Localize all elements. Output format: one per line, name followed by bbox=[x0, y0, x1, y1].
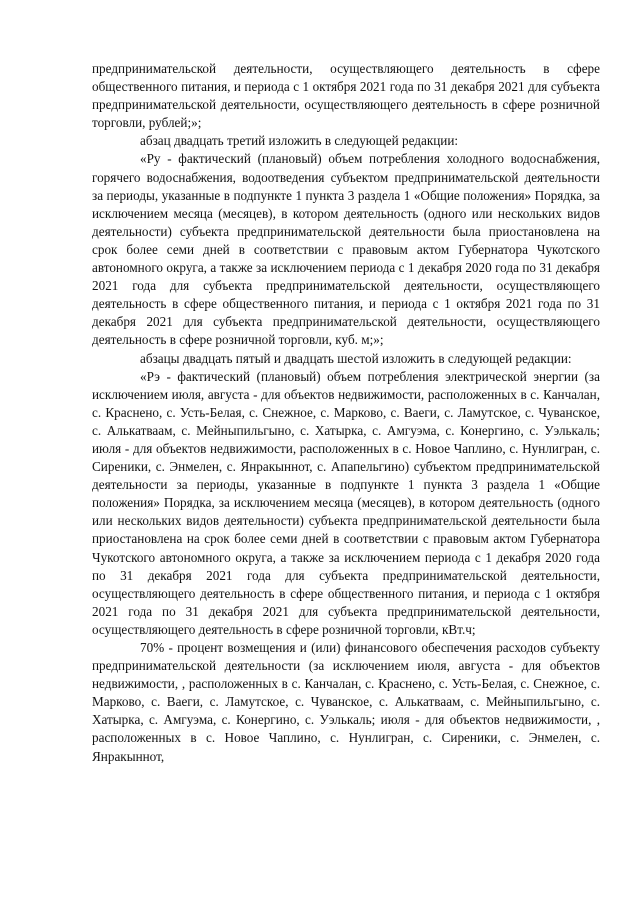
paragraph-1: предпринимательской деятельности, осуществляющего деятельность в сфере общественного питания, и периода с 1 октября 2021 года по 31 декабря 2021 для субъекта предпринимательской деятельности, осуществляющего деятельность в сфере розничной торговли, рублей;»; bbox=[92, 61, 600, 131]
paragraph-3: «Ру - фактический (плановый) объем потребления холодного водоснабжения, горячего водоснабжения, водоотведения субъектом предпринимательской деятельности за периоды, указанные в подпункте 1 пункта 3 раздела 1 «Общие положения» Порядка, за исключением месяца (месяцев), в котором деятельность (одного или нескольких видов деятельности) субъекта предпринимательской деятельности была приостановлена на срок более семи дней в соответствии с правовым актом Губернатора Чукотского автономного округа, а также за исключением периода с 1 декабря 2020 года по 31 декабря 2021 года для субъекта предпринимательской деятельности, осуществляющего деятельность в сфере общественного питания, и периода с 1 октября 2021 года по 31 декабря 2021 для субъекта предпринимательской деятельности, осуществляющего деятельность в сфере розничной торговли, куб. м;»; bbox=[92, 151, 600, 348]
paragraph-6: 70% - процент возмещения и (или) финансового обеспечения расходов субъекту предпринимательской деятельности (за исключением июля, августа - для объектов недвижимости, , расположенных в с. Канчалан, с. Краснено, с. Усть-Белая, с. Снежное, с. Марково, с. Ваеги, с. Ламутское, с. Чуванское, с. Алькатваам, с. Мейныпильгыно, с. Хатырка, с. Амгуэма, с. Конергино, с. Уэлькаль; июля - для объектов недвижимости, , расположенных в с. Новое Чаплино, с. Нунлигран, с. Сиреники, с. Энмелен, с. Янракыннот, bbox=[92, 640, 600, 764]
paragraph-4: абзацы двадцать пятый и двадцать шестой изложить в следующей редакции: bbox=[140, 350, 572, 366]
document-page bbox=[92, 60, 600, 766]
paragraph-5: «Рэ - фактический (плановый) объем потребления электрической энергии (за исключением июля, августа - для объектов недвижимости, расположенных в с. Канчалан, с. Краснено, с. Усть-Белая, с. Снежное, с. Марково, с. Ваеги, с. Ламутское, с. Чуванское, с. Алькатваам, с. Мейныпильгыно, с. Хатырка, с. Амгуэма, с. Конергино, с. Уэлькаль; июля - для объектов недвижимости, расположенных в с. Новое Чаплино, с. Нунлигран, с. Сиреники, с. Энмелен, с. Янракыннот, с. Апапельгино) субъектом предпринимательской деятельности за периоды, указанные в подпункте 1 пункта 3 раздела 1 «Общие положения» Порядка, за исключением месяца (месяцев), в котором деятельность (одного или нескольких видов деятельности) субъекта предпринимательской деятельности была приостановлена на срок более семи дней в соответствии с правовым актом Губернатора Чукотского автономного округа, а также за исключением периода с 1 декабря 2020 года по 31 декабря 2021 года для субъекта предпринимательской деятельности, осуществляющего деятельность в сфере общественного питания, и периода с 1 октября 2021 года по 31 декабря 2021 для субъекта предпринимательской деятельности, осуществляющего деятельность в сфере розничной торговли, кВт.ч; bbox=[92, 368, 600, 637]
paragraph-2: абзац двадцать третий изложить в следующей редакции: bbox=[140, 133, 459, 149]
